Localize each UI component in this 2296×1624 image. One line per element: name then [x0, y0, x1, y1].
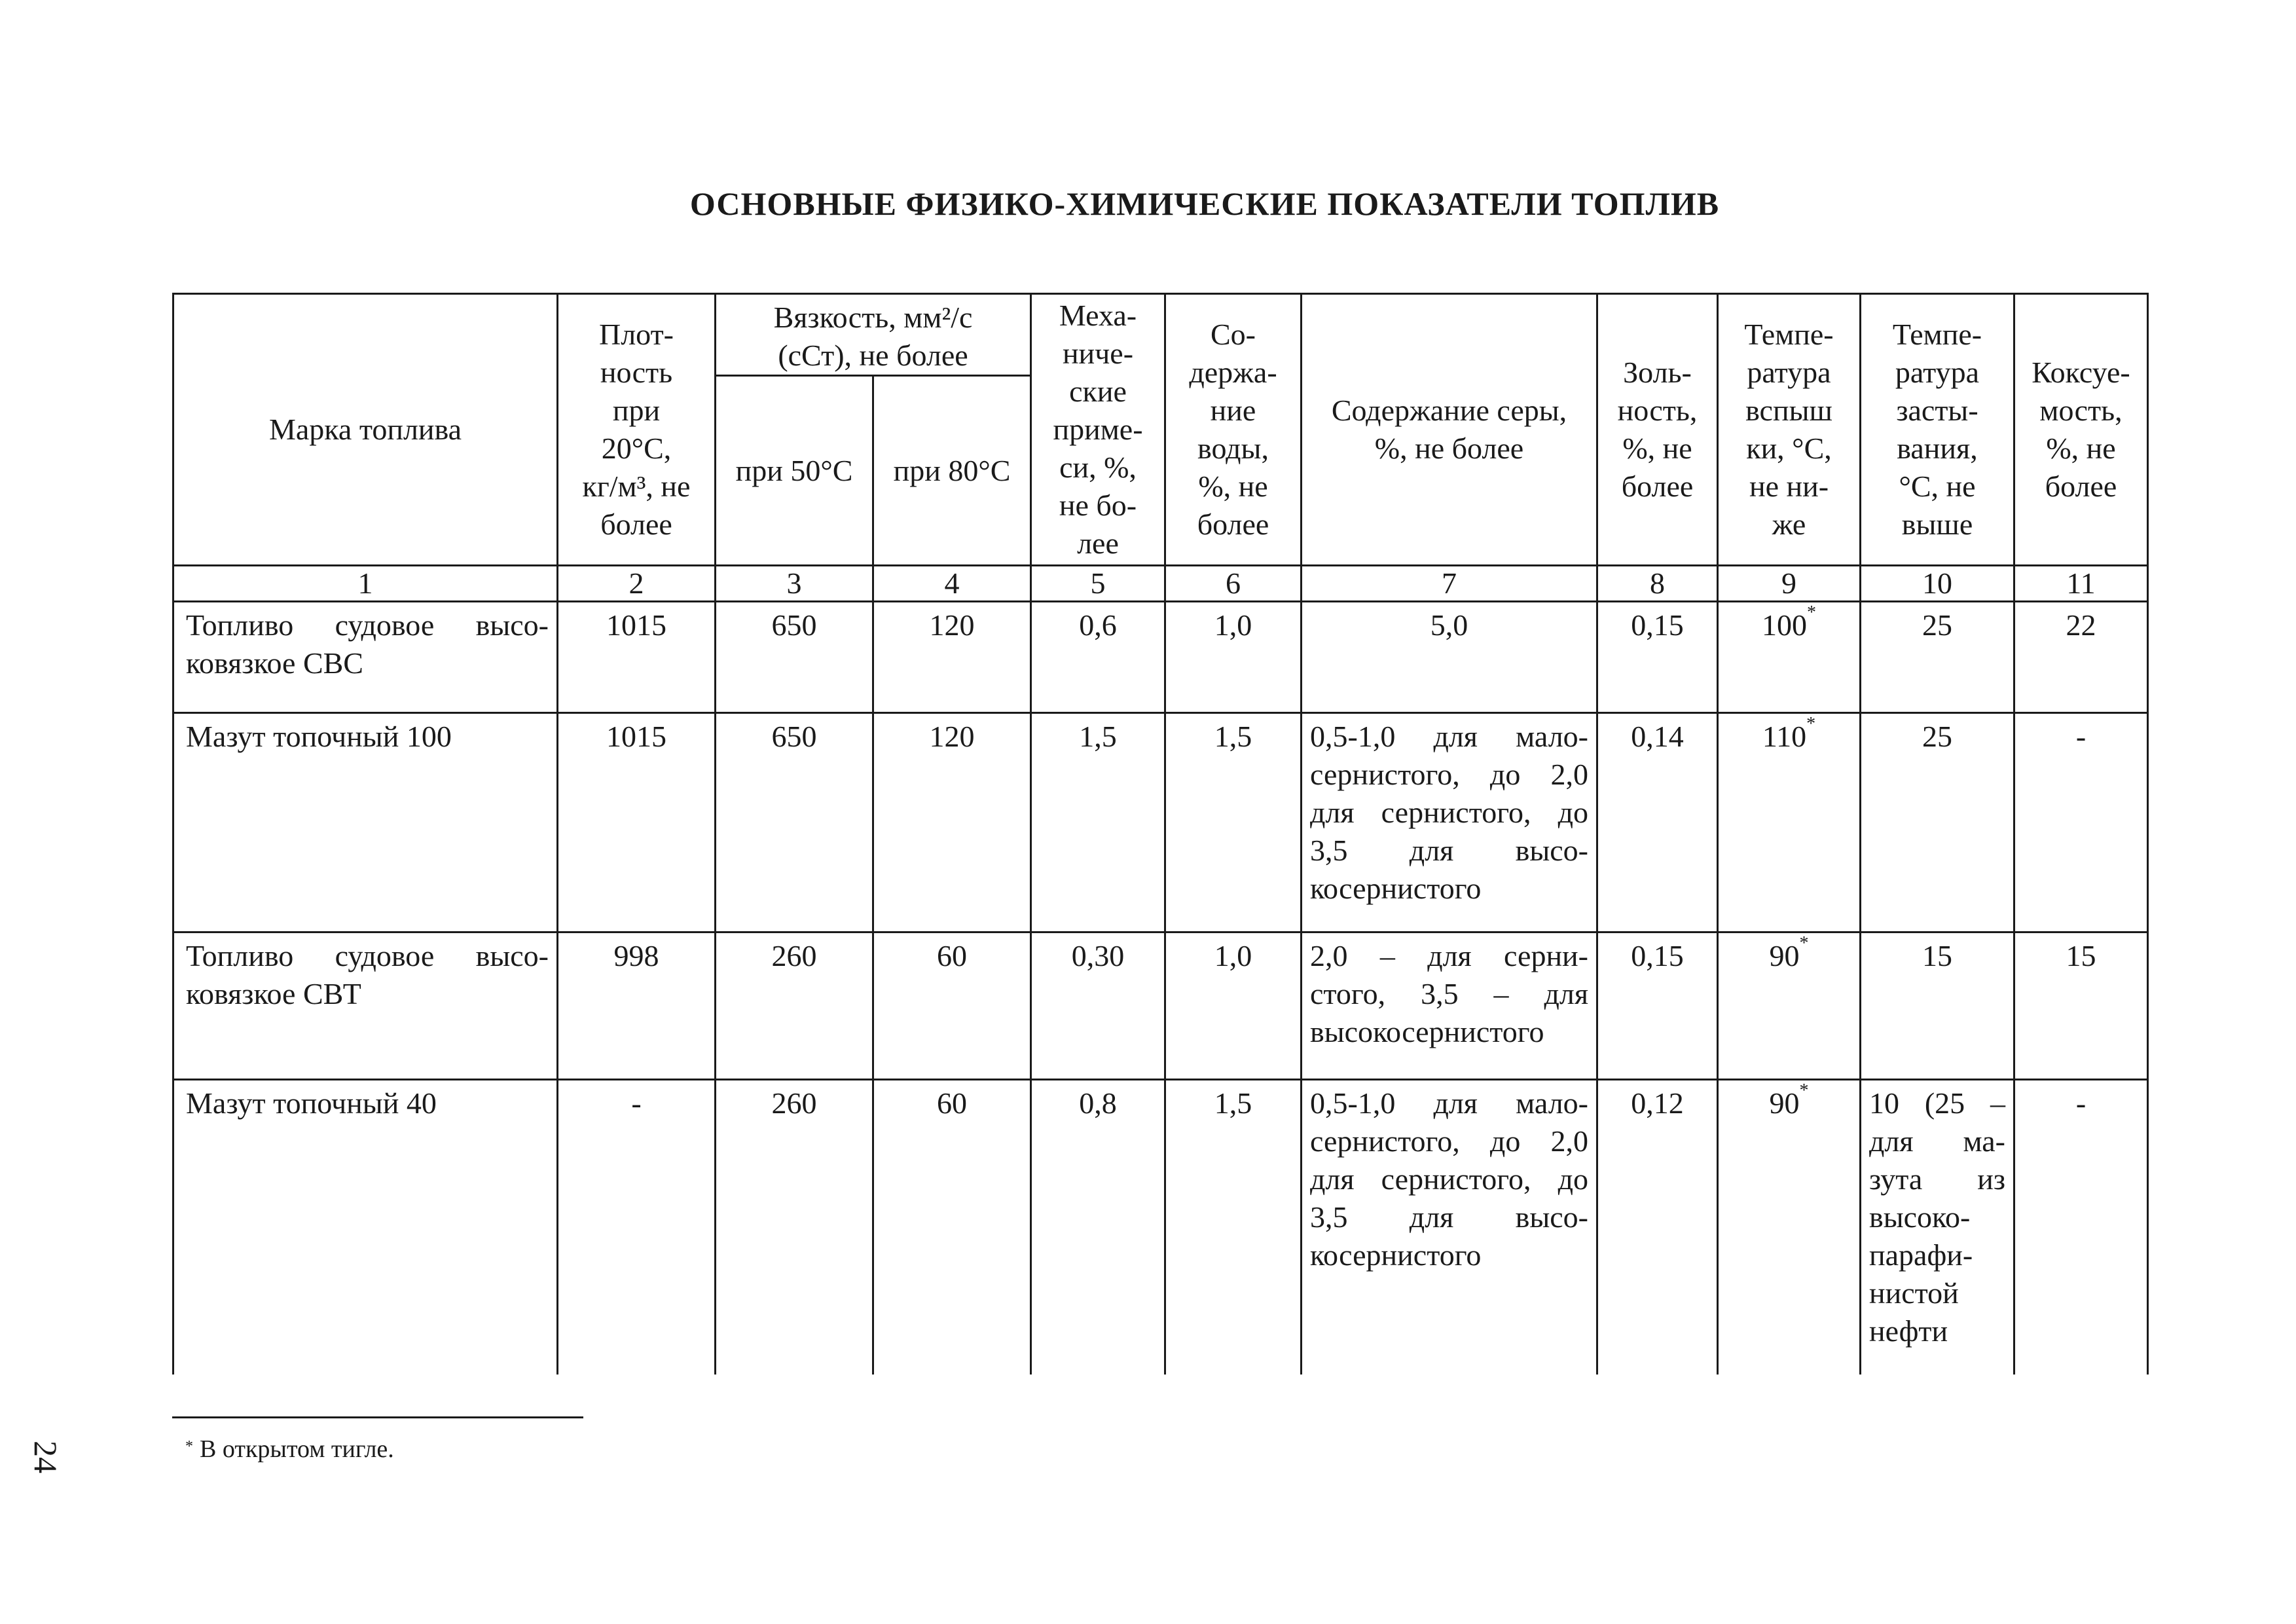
pour-point-value: 15	[1861, 932, 2014, 1080]
coking-capacity-value: 22	[2014, 602, 2148, 713]
column-number: 4	[873, 566, 1031, 602]
flash-point-value: 110*	[1718, 713, 1861, 932]
column-number: 5	[1031, 566, 1165, 602]
sulfur-content-value: 2,0 – для серни-стого, 3,5 – для высокосернистого	[1302, 932, 1597, 1080]
header-density: Плот- ность при 20°С, кг/м³, не более	[558, 294, 716, 566]
coking-capacity-value: -	[2014, 713, 2148, 932]
header-ash-content: Золь- ность, %, не более	[1597, 294, 1718, 566]
column-number: 2	[558, 566, 716, 602]
density-value: -	[558, 1080, 716, 1375]
column-number: 8	[1597, 566, 1718, 602]
header-viscosity-80: при 80°С	[873, 376, 1031, 566]
density-value: 1015	[558, 713, 716, 932]
footnote-divider	[172, 1416, 583, 1418]
water-content-value: 1,0	[1165, 932, 1302, 1080]
viscosity-50-value: 260	[716, 1080, 873, 1375]
viscosity-80-value: 60	[873, 1080, 1031, 1375]
header-pour-point: Темпе- ратура засты- вания, °С, не выше	[1861, 294, 2014, 566]
table-row	[173, 602, 2148, 713]
ash-content-value: 0,15	[1597, 932, 1718, 1080]
viscosity-80-value: 120	[873, 713, 1031, 932]
water-content-value: 1,5	[1165, 713, 1302, 932]
sulfur-content-value: 0,5-1,0 для мало-сернистого, до 2,0 для сернистого, до 3,5 для высо-косернистого	[1302, 1080, 1597, 1375]
column-number: 1	[173, 566, 558, 602]
fuel-name: Топливо судовое высо-ковязкое СВТ	[173, 932, 558, 1080]
header-mechanical-impurities: Меха- ниче- ские приме- си, %, не бо- лее	[1031, 294, 1165, 566]
viscosity-80-value: 60	[873, 932, 1031, 1080]
mechanical-impurities-value: 0,30	[1031, 932, 1165, 1080]
viscosity-50-value: 650	[716, 713, 873, 932]
fuel-properties-table	[172, 293, 2149, 1375]
header-brand: Марка топлива	[173, 294, 558, 566]
column-number: 9	[1718, 566, 1861, 602]
footnote-mark: *	[1806, 714, 1816, 734]
fuel-name: Мазут топочный 40	[173, 1080, 558, 1375]
ash-content-value: 0,12	[1597, 1080, 1718, 1375]
footnote	[185, 1434, 394, 1464]
sulfur-content-value: 0,5-1,0 для мало-сернистого, до 2,0 для сернистого, до 3,5 для высо-косернистого	[1302, 713, 1597, 932]
flash-point-value: 90*	[1718, 932, 1861, 1080]
coking-capacity-value: 15	[2014, 932, 2148, 1080]
header-water-content: Со- держа- ние воды, %, не более	[1165, 294, 1302, 566]
density-value: 998	[558, 932, 716, 1080]
pour-point-value: 25	[1861, 602, 2014, 713]
footnote-text: В открытом тигле.	[200, 1435, 394, 1463]
water-content-value: 1,0	[1165, 602, 1302, 713]
header-viscosity-50: при 50°С	[716, 376, 873, 566]
sulfur-content-value: 5,0	[1302, 602, 1597, 713]
footnote-mark: *	[1799, 933, 1809, 953]
ash-content-value: 0,14	[1597, 713, 1718, 932]
water-content-value: 1,5	[1165, 1080, 1302, 1375]
column-number: 7	[1302, 566, 1597, 602]
column-number: 3	[716, 566, 873, 602]
coking-capacity-value: -	[2014, 1080, 2148, 1375]
footnote-mark: *	[1807, 602, 1816, 623]
header-coking-capacity: Коксуе- мость, %, не более	[2014, 294, 2148, 566]
mechanical-impurities-value: 0,8	[1031, 1080, 1165, 1375]
mechanical-impurities-value: 1,5	[1031, 713, 1165, 932]
viscosity-50-value: 650	[716, 602, 873, 713]
flash-point-value: 90*	[1718, 1080, 1861, 1375]
fuel-name: Топливо судовое высо-ковязкое СВС	[173, 602, 558, 713]
ash-content-value: 0,15	[1597, 602, 1718, 713]
table-row	[173, 1080, 2148, 1375]
density-value: 1015	[558, 602, 716, 713]
table-row	[173, 932, 2148, 1080]
viscosity-80-value: 120	[873, 602, 1031, 713]
viscosity-50-value: 260	[716, 932, 873, 1080]
column-numbers-row	[173, 566, 2148, 602]
page-title: ОСНОВНЫЕ ФИЗИКО-ХИМИЧЕСКИЕ ПОКАЗАТЕЛИ ТОПЛИВ	[689, 185, 1720, 222]
page-number: 24	[27, 1441, 64, 1473]
pour-point-value: 25	[1861, 713, 2014, 932]
column-number: 11	[2014, 566, 2148, 602]
footnote-mark: *	[185, 1438, 193, 1455]
column-number: 6	[1165, 566, 1302, 602]
fuel-name: Мазут топочный 100	[173, 713, 558, 932]
header-flash-point: Темпе- ратура вспыш ки, °С, не ни- же	[1718, 294, 1861, 566]
mechanical-impurities-value: 0,6	[1031, 602, 1165, 713]
header-viscosity: Вязкость, мм²/с (сСт), не более	[716, 294, 1031, 376]
footnote-mark: *	[1799, 1080, 1809, 1101]
flash-point-value: 100*	[1718, 602, 1861, 713]
column-number: 10	[1861, 566, 2014, 602]
header-sulfur-content: Содержание серы, %, не более	[1302, 294, 1597, 566]
table-row	[173, 713, 2148, 932]
pour-point-value: 10 (25 – для ма-зута из высоко-парафи-нистой нефти	[1861, 1080, 2014, 1375]
